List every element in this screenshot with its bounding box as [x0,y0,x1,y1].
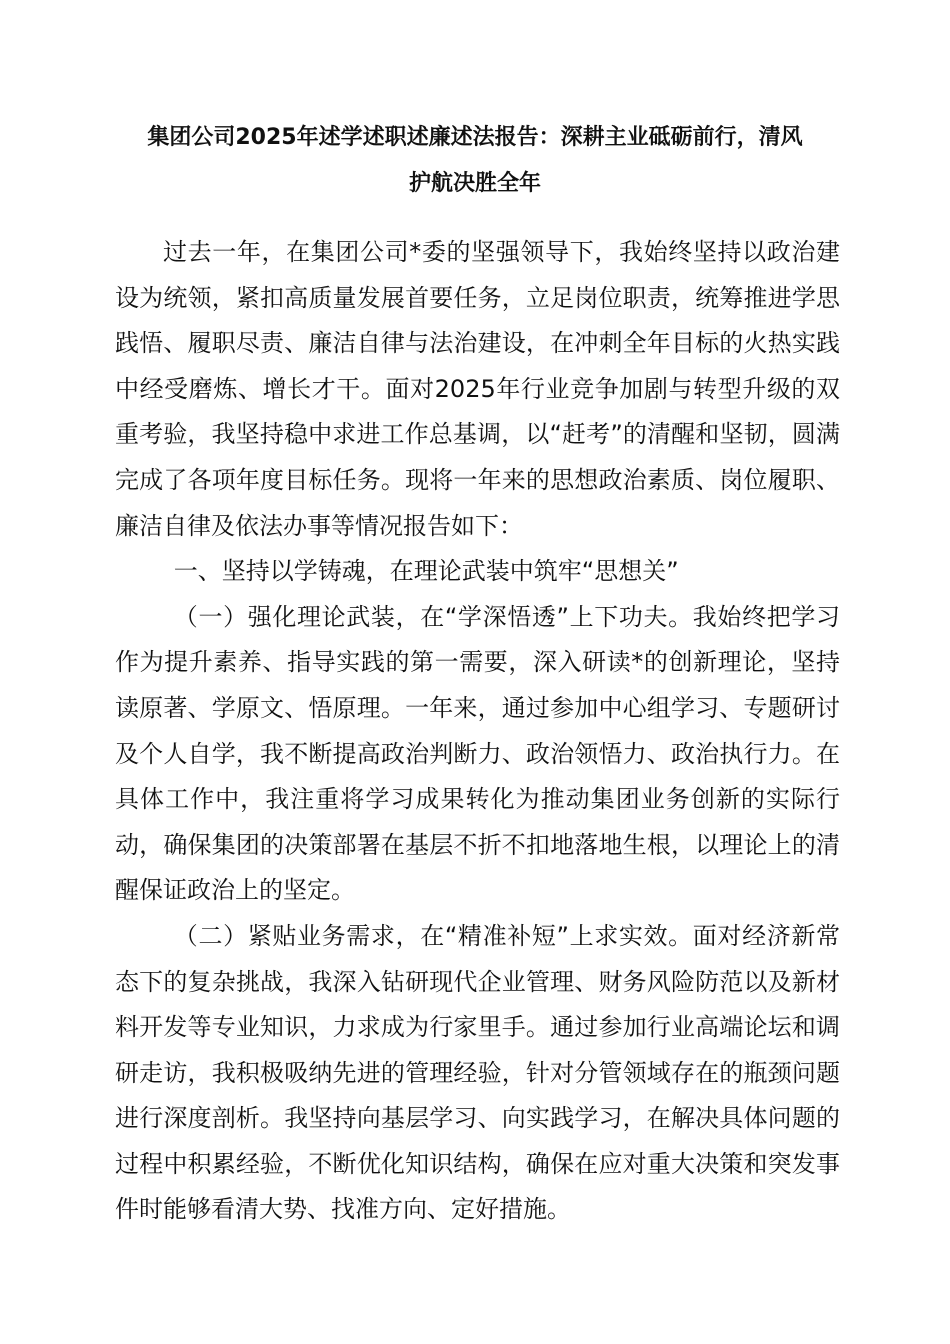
intro-paragraph: 过去一年，在集团公司*委的坚强领导下，我始终坚持以政治建设为统领，紧扣高质量发展首要任务，立足岗位职责，统筹推进学思践悟、履职尽责、廉洁自律与法治建设，在冲刺全年目标的火热实践中经受磨炼、增长才干。面对2025年行业竞争加剧与转型升级的双重考验，我坚持稳中求进工作总基调，以“赶考”的清醒和坚韧，圆满完成了各项年度目标任务。现将一年来的思想政治素质、岗位履职、廉洁自律及依法办事等情况报告如下： [115,238,840,540]
section-1-heading: 一、坚持以学铸魂，在理论武装中筑牢“思想关” [173,557,679,586]
section-1-paragraph-2: （二）紧贴业务需求，在“精准补短”上求实效。面对经济新常态下的复杂挑战，我深入钻研现代企业管理、财务风险防范以及新材料开发等专业知识，力求成为行家里手。通过参加行业高端论坛和调研走访，我积极吸纳先进的管理经验，针对分管领域存在的瓶颈问题进行深度剖析。我坚持向基层学习、向实践学习，在解决具体问题的过程中积累经验，不断优化知识结构，确保在应对重大决策和突发事件时能够看清大势、找准方向、定好措施。 [115,921,840,1224]
document-body [115,230,840,1233]
document-title-line-2: 护航决胜全年 [408,171,541,196]
section-1-paragraph-1: （一）强化理论武装，在“学深悟透”上下功夫。我始终把学习作为提升素养、指导实践的第一需要，深入研读*的创新理论，坚持读原著、学原文、悟原理。一年来，通过参加中心组学习、专题研讨及个人自学，我不断提高政治判断力、政治领悟力、政治执行力。在具体工作中，我注重将学习成果转化为推动集团业务创新的实际行动，确保集团的决策部署在基层不折不扣地落地生根，以理论上的清醒保证政治上的坚定。 [115,602,840,905]
document-title-line-1: 集团公司2025年述学述职述廉述法报告：深耕主业砥砺前行，清风 [147,125,803,150]
